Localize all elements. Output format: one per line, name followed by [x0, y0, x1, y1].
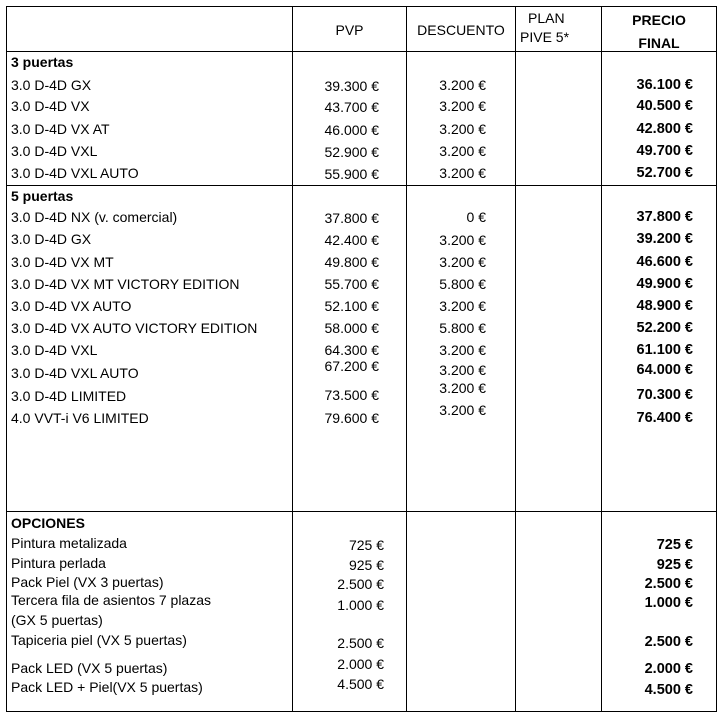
final-price: 42.800 €	[636, 121, 693, 137]
pvp-value: 79.600 €	[324, 410, 379, 426]
header-precio-line2: FINAL	[638, 35, 680, 51]
option-label-cont: (GX 5 puertas)	[11, 612, 103, 628]
pvp-value: 49.800 €	[324, 254, 379, 270]
pvp-value: 64.300 €	[324, 342, 379, 358]
option-pvp: 1.000 €	[337, 597, 384, 613]
border-top	[6, 6, 717, 7]
border-bottom	[6, 711, 717, 712]
final-price: 36.100 €	[636, 77, 693, 93]
option-final-price: 4.500 €	[644, 682, 693, 698]
final-price: 49.700 €	[636, 143, 693, 159]
model-name: 3.0 D-4D VXL AUTO	[11, 365, 139, 381]
pvp-value: 43.700 €	[324, 99, 379, 115]
section-title-3-puertas: 3 puertas	[11, 54, 74, 70]
option-pvp: 925 €	[348, 557, 384, 573]
final-price: 70.300 €	[636, 387, 693, 403]
final-price: 64.000 €	[636, 362, 693, 378]
option-label: Pack Piel (VX 3 puertas)	[11, 574, 164, 590]
option-pvp: 4.500 €	[337, 676, 384, 692]
option-final-price: 925 €	[656, 557, 693, 573]
descuento-value: 3.200 €	[439, 143, 486, 159]
final-price: 48.900 €	[636, 298, 693, 314]
model-name: 3.0 D-4D VX AUTO VICTORY EDITION	[11, 320, 258, 336]
model-name: 4.0 VVT-i V6 LIMITED	[11, 410, 149, 426]
descuento-value: 3.200 €	[439, 298, 486, 314]
pvp-value: 42.400 €	[324, 232, 379, 248]
section5-bottom-line	[6, 511, 717, 512]
header-pvp: PVP	[335, 22, 364, 38]
final-price: 37.800 €	[636, 209, 693, 225]
option-label: Tercera fila de asientos 7 plazas	[11, 592, 211, 608]
header-precio-line1: PRECIO	[632, 12, 686, 28]
final-price: 40.500 €	[636, 98, 693, 114]
header-descuento: DESCUENTO	[417, 22, 505, 38]
descuento-value: 3.200 €	[439, 402, 486, 418]
option-final-price: 2.500 €	[644, 576, 693, 592]
option-label: Pintura perlada	[11, 555, 106, 571]
pvp-value: 73.500 €	[324, 387, 379, 403]
section-title-opciones: OPCIONES	[11, 515, 85, 531]
pvp-value: 37.800 €	[324, 210, 379, 226]
descuento-value: 3.200 €	[439, 342, 486, 358]
descuento-value: 3.200 €	[439, 77, 486, 93]
pvp-value: 67.200 €	[324, 358, 379, 374]
model-name: 3.0 D-4D VXL AUTO	[11, 165, 139, 181]
final-price: 52.700 €	[636, 165, 693, 181]
border-left	[6, 6, 7, 712]
option-label: Pintura metalizada	[11, 535, 127, 551]
descuento-value: 5.800 €	[439, 276, 486, 292]
model-name: 3.0 D-4D GX	[11, 231, 92, 247]
model-name: 3.0 D-4D LIMITED	[11, 388, 127, 404]
option-pvp: 2.000 €	[337, 656, 384, 672]
option-final-price: 725 €	[656, 537, 693, 553]
option-pvp: 2.500 €	[337, 576, 384, 592]
pvp-value: 55.700 €	[324, 276, 379, 292]
header-plan-line2: PIVE 5*	[520, 29, 570, 45]
pvp-value: 52.900 €	[324, 144, 379, 160]
pvp-value: 52.100 €	[324, 298, 379, 314]
descuento-value: 3.200 €	[439, 121, 486, 137]
model-name: 3.0 D-4D NX (v. comercial)	[11, 209, 178, 225]
model-name: 3.0 D-4D VXL	[11, 143, 98, 159]
descuento-value: 3.200 €	[439, 98, 486, 114]
option-pvp: 2.500 €	[337, 635, 384, 651]
descuento-value: 0 €	[466, 209, 486, 225]
model-name: 3.0 D-4D VX AT	[11, 121, 110, 137]
final-price: 46.600 €	[636, 254, 693, 270]
final-price: 49.900 €	[636, 276, 693, 292]
border-right	[716, 6, 717, 712]
option-pvp: 725 €	[348, 537, 384, 553]
option-final-price: 1.000 €	[644, 595, 693, 611]
final-price: 52.200 €	[636, 320, 693, 336]
section-title-5-puertas: 5 puertas	[11, 188, 74, 204]
option-final-price: 2.000 €	[644, 661, 693, 677]
option-final-price: 2.500 €	[644, 634, 693, 650]
final-price: 39.200 €	[636, 231, 693, 247]
header-bottom-line	[6, 51, 717, 52]
section3-bottom-line	[6, 185, 717, 186]
descuento-value: 3.200 €	[439, 254, 486, 270]
descuento-value: 3.200 €	[439, 380, 486, 396]
model-name: 3.0 D-4D VX	[11, 98, 90, 114]
model-name: 3.0 D-4D VX MT VICTORY EDITION	[11, 276, 240, 292]
descuento-value: 5.800 €	[439, 320, 486, 336]
option-label: Pack LED (VX 5 puertas)	[11, 660, 168, 676]
header-plan-line1: PLAN	[528, 10, 565, 26]
model-name: 3.0 D-4D VX MT	[11, 254, 114, 270]
model-name: 3.0 D-4D VXL	[11, 342, 98, 358]
option-label: Tapiceria piel (VX 5 puertas)	[11, 632, 187, 648]
descuento-value: 3.200 €	[439, 165, 486, 181]
descuento-value: 3.200 €	[439, 232, 486, 248]
final-price: 61.100 €	[636, 342, 693, 358]
pvp-value: 46.000 €	[324, 122, 379, 138]
option-label: Pack LED + Piel(VX 5 puertas)	[11, 679, 203, 695]
col-divider-plan	[515, 6, 516, 712]
final-price: 76.400 €	[636, 410, 693, 426]
pvp-value: 39.300 €	[324, 78, 379, 94]
pvp-value: 55.900 €	[324, 166, 379, 182]
model-name: 3.0 D-4D GX	[11, 77, 92, 93]
model-name: 3.0 D-4D VX AUTO	[11, 298, 132, 314]
descuento-value: 3.200 €	[439, 362, 486, 378]
pvp-value: 58.000 €	[324, 320, 379, 336]
